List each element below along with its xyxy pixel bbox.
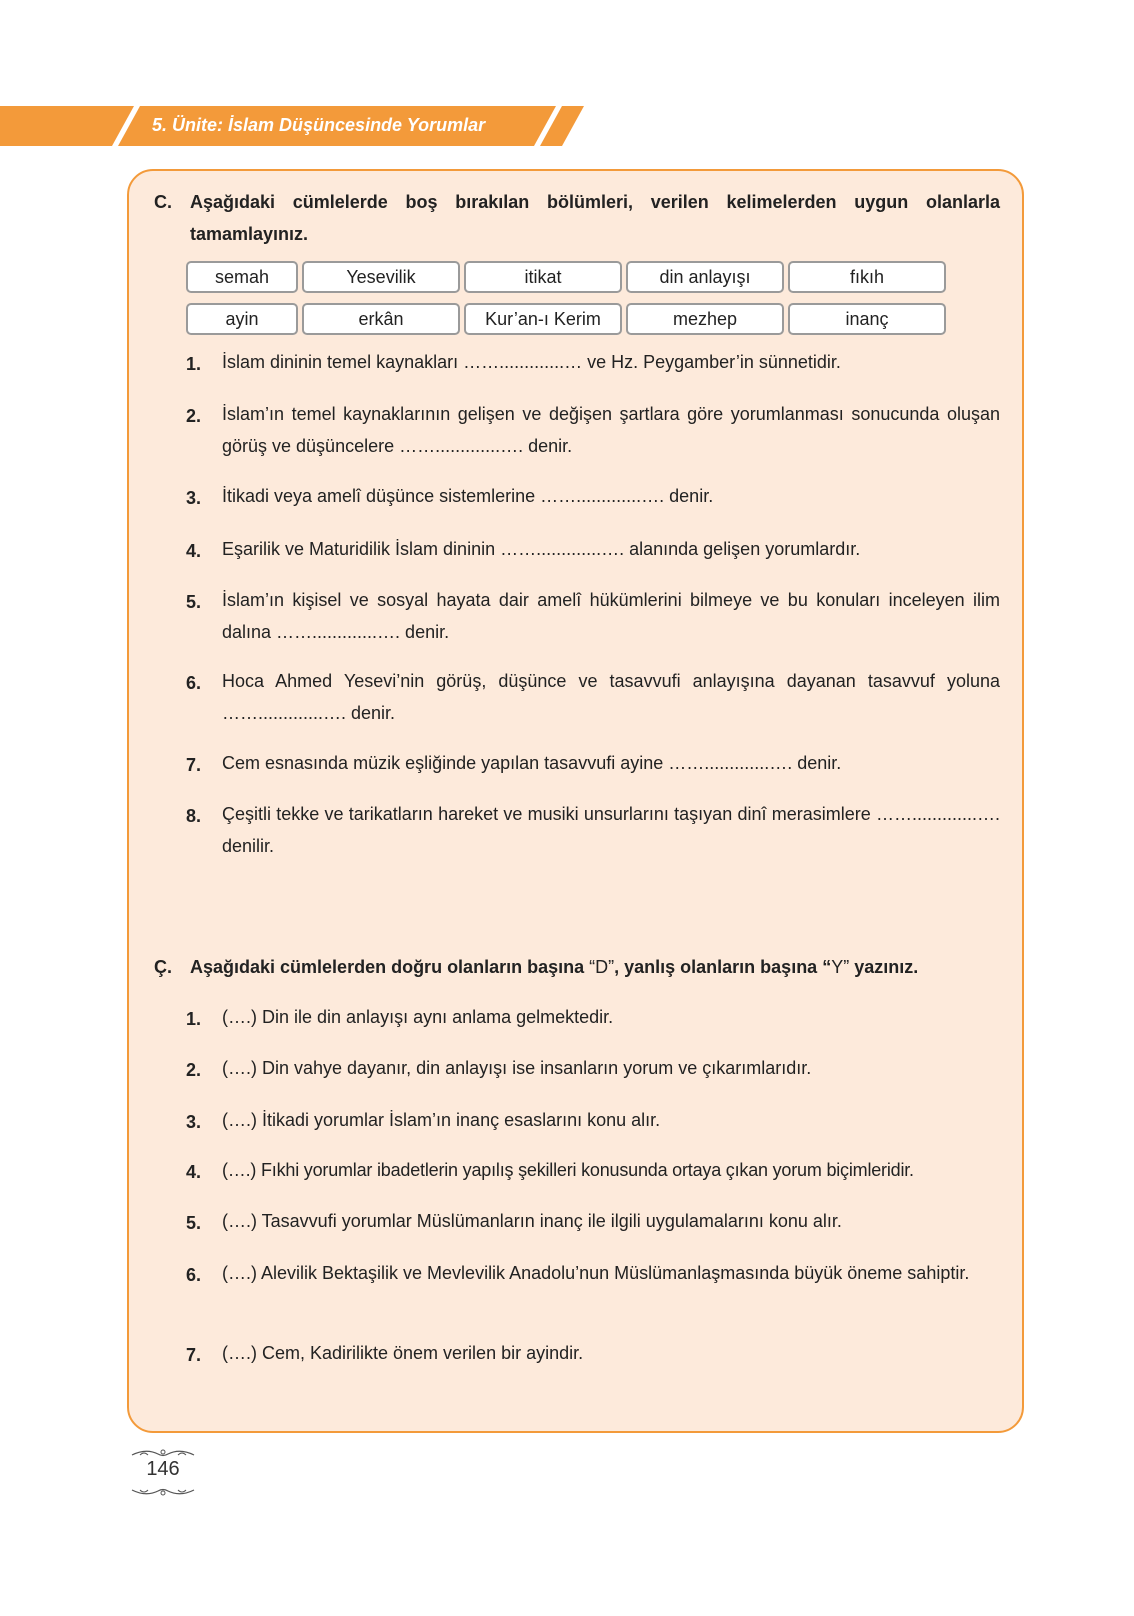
item-number: 1. xyxy=(186,354,202,374)
page-number: 146 xyxy=(146,1458,180,1480)
section-c-instruction: Aşağıdaki cümlelerde boş bırakılan bölümleri, verilen kelimelerden uygun olanlarla tamamlayınız. xyxy=(190,192,1000,244)
item-text: (….) Fıkhi yorumlar ibadetlerin yapılış şekilleri konusunda ortaya çıkan yorum biçimleridir. xyxy=(222,1160,914,1180)
item-number: 2. xyxy=(186,406,202,426)
instruction-part: yazınız. xyxy=(849,957,919,977)
section-c-letter: C. xyxy=(154,192,172,212)
item-text: İtikadi veya amelî düşünce sistemlerine …….............…. denir. xyxy=(222,486,714,506)
true-false-item xyxy=(186,1337,1000,1369)
word-cell: inanç xyxy=(788,303,946,335)
item-text: (….) İtikadi yorumlar İslam’ın inanç esaslarını konu alır. xyxy=(222,1110,661,1130)
item-number: 1. xyxy=(186,1009,202,1029)
item-number: 7. xyxy=(186,755,202,775)
ornament-bottom-icon xyxy=(128,1485,198,1499)
true-false-item xyxy=(186,1001,1000,1033)
fill-in-item xyxy=(186,533,1000,565)
true-false-item xyxy=(186,1104,1000,1136)
item-text: Hoca Ahmed Yesevi’nin görüş, düşünce ve tasavvufi anlayışına dayanan tasavvuf yoluna …….............…. denir. xyxy=(222,671,1000,723)
fill-in-item xyxy=(186,747,1000,779)
item-number: 2. xyxy=(186,1060,202,1080)
fill-in-item xyxy=(186,480,1000,512)
item-number: 6. xyxy=(186,673,202,693)
fill-in-item xyxy=(186,584,1000,648)
word-cell: mezhep xyxy=(626,303,784,335)
item-number: 4. xyxy=(186,1162,202,1182)
item-text: (….) Din ile din anlayışı aynı anlama gelmektedir. xyxy=(222,1007,614,1027)
item-number: 5. xyxy=(186,592,202,612)
item-text: İslam dininin temel kaynakları …….............… ve Hz. Peygamber’in sünnetidir. xyxy=(222,352,841,372)
word-cell: erkân xyxy=(302,303,460,335)
section-cc-instruction xyxy=(190,951,1000,983)
item-number: 8. xyxy=(186,806,202,826)
word-cell: Kur’an-ı Kerim xyxy=(464,303,622,335)
word-cell: din anlayışı xyxy=(626,261,784,293)
word-cell: ayin xyxy=(186,303,298,335)
item-text: (….) Din vahye dayanır, din anlayışı ise insanların yorum ve çıkarımlarıdır. xyxy=(222,1058,812,1078)
item-text: İslam’ın kişisel ve sosyal hayata dair amelî hükümlerini bilmeye ve bu konuları inceleyen ilim dalına …….............…. denir. xyxy=(222,590,1000,642)
section-cc-letter: Ç. xyxy=(154,957,172,977)
unit-banner xyxy=(0,106,600,146)
item-number: 4. xyxy=(186,541,202,561)
item-text: Eşarilik ve Maturidilik İslam dininin …….............…. alanında gelişen yorumlardır. xyxy=(222,539,861,559)
word-cell: fıkıh xyxy=(788,261,946,293)
word-cell: itikat xyxy=(464,261,622,293)
instruction-y: Y” xyxy=(831,957,850,977)
fill-in-item xyxy=(186,798,1000,862)
true-false-item xyxy=(186,1257,1000,1289)
item-text: Çeşitli tekke ve tarikatların hareket ve musiki unsurlarını taşıyan dinî merasimlere …….............…. denilir. xyxy=(222,804,1000,856)
fill-in-item xyxy=(186,665,1000,729)
true-false-item xyxy=(186,1205,1000,1237)
true-false-item xyxy=(186,1154,1000,1186)
item-text: (….) Tasavvufi yorumlar Müslümanların inanç ile ilgili uygulamalarını konu alır. xyxy=(222,1211,842,1231)
item-text: Cem esnasında müzik eşliğinde yapılan tasavvufi ayine …….............…. denir. xyxy=(222,753,842,773)
instruction-d: “D” xyxy=(589,957,615,977)
item-number: 5. xyxy=(186,1213,202,1233)
section-cc-heading xyxy=(154,951,1000,983)
instruction-part: , yanlış olanların başına “ xyxy=(614,957,832,977)
item-number: 3. xyxy=(186,488,202,508)
item-number: 7. xyxy=(186,1345,202,1365)
item-text: İslam’ın temel kaynaklarının gelişen ve değişen şartlara göre yorumlanması sonucunda oluşan görüş ve düşüncelere …….............…. denir. xyxy=(222,404,1000,456)
word-cell: Yesevilik xyxy=(302,261,460,293)
item-number: 3. xyxy=(186,1112,202,1132)
item-number: 6. xyxy=(186,1265,202,1285)
fill-in-item xyxy=(186,398,1000,462)
true-false-item xyxy=(186,1052,1000,1084)
instruction-part: Aşağıdaki cümlelerden doğru olanların başına xyxy=(190,957,585,977)
unit-title: 5. Ünite: İslam Düşüncesinde Yorumlar xyxy=(152,115,486,135)
item-text: (….) Alevilik Bektaşilik ve Mevlevilik Anadolu’nun Müslümanlaşmasında büyük öneme sahiptir. xyxy=(222,1263,970,1283)
fill-in-item xyxy=(186,346,1000,378)
item-text: (….) Cem, Kadirilikte önem verilen bir ayindir. xyxy=(222,1343,584,1363)
section-c-heading xyxy=(154,186,1000,250)
word-cell: semah xyxy=(186,261,298,293)
